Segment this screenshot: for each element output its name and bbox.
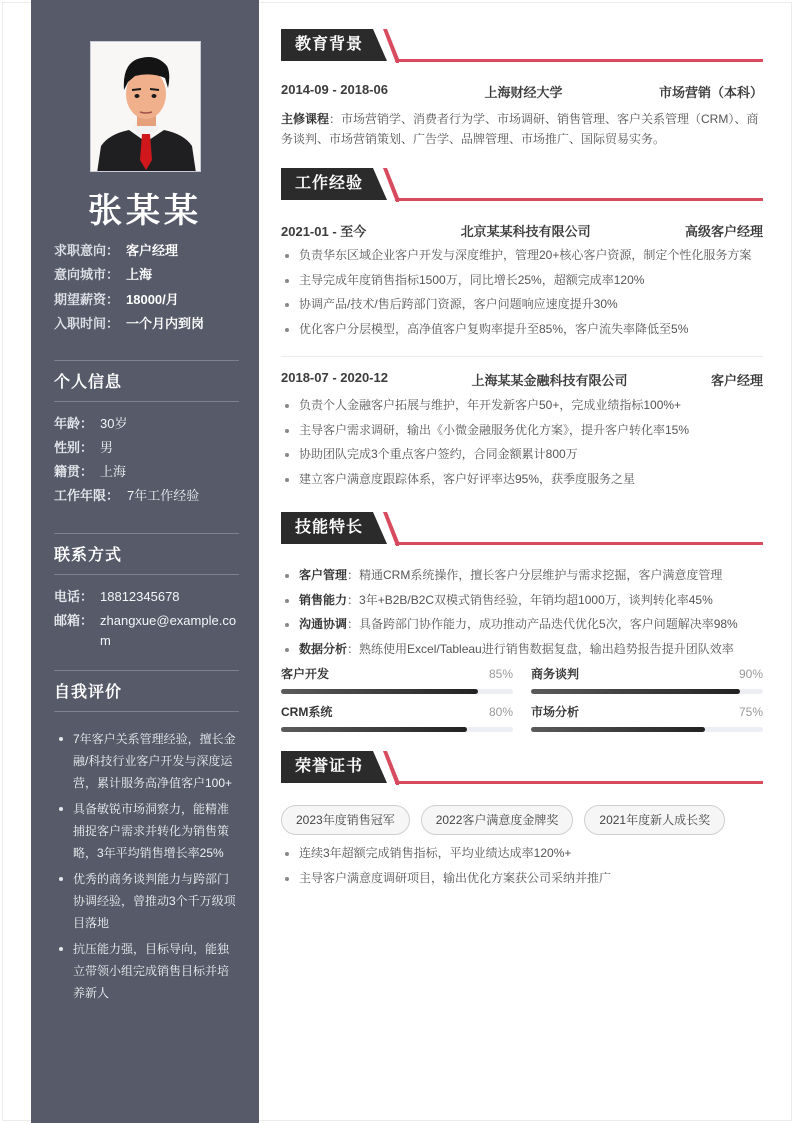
- list-item: 主导完成年度销售指标1500万，同比增长25%，超额完成率120%: [281, 268, 763, 293]
- list-item: 优秀的商务谈判能力与跨部门协调经验，曾推动3个千万级项目落地: [54, 868, 239, 934]
- progress-track: [281, 689, 513, 694]
- education-header: [281, 29, 763, 63]
- progress-fill: [281, 727, 467, 732]
- info-value: 30岁: [100, 416, 128, 431]
- honor-pill: 2022客户满意度金牌奖: [421, 805, 574, 835]
- education-row: [281, 82, 763, 101]
- sidebar: [31, 0, 259, 1123]
- list-item: [281, 612, 763, 637]
- honor-pill: 2023年度销售冠军: [281, 805, 410, 835]
- skill-text: ：3年+B2B/B2C双模式销售经验，年销均超1000万，谈判转化率45%: [347, 592, 713, 607]
- phone-number[interactable]: 18812345678: [100, 589, 180, 604]
- company-name: 上海某某金融科技有限公司: [471, 373, 628, 388]
- avatar: [90, 41, 201, 172]
- list-item: 优化客户分层模型，高净值客户复购率提升至85%，客户流失率降低至5%: [281, 317, 763, 342]
- intent-value: 一个月内到岗: [126, 316, 205, 332]
- job-role: 客户经理: [710, 373, 763, 388]
- email-address[interactable]: zhangxue@example.com: [100, 613, 237, 648]
- skill-label: 销售能力: [299, 592, 348, 607]
- progress-fill: [281, 689, 478, 694]
- list-item: 负责个人金融客户拓展与维护，年开发新客户50+，完成业绩指标100%+: [281, 393, 763, 418]
- skill-label: 沟通协调: [299, 617, 348, 631]
- info-label: 年龄：: [54, 416, 94, 431]
- list-item: 具备敏锐市场洞察力，能精准捕捉客户需求并转化为销售策略，3年平均销售增长率25%: [54, 798, 239, 864]
- job-period: 2021-01 - 至今: [281, 224, 367, 239]
- courses-label: 主修课程: [281, 112, 330, 126]
- honor-pill: 2021年度新人成长奖: [584, 805, 725, 835]
- info-gender: [54, 438, 239, 458]
- list-item: 主导客户满意度调研项目，输出优化方案获公司采纳并推广: [281, 866, 763, 891]
- header-accent-line: [395, 198, 763, 201]
- list-item: 负责华东区域企业客户开发与深度维护，管理20+核心客户资源，制定个性化服务方案: [281, 243, 763, 268]
- list-item: [281, 588, 763, 613]
- school-name: 上海财经大学: [484, 85, 563, 100]
- honor-bullets: [281, 841, 763, 890]
- divider: [54, 401, 239, 402]
- major: 市场营销（本科）: [658, 85, 763, 100]
- intent-row-start: [54, 311, 244, 336]
- section-title: 个人信息: [54, 374, 123, 391]
- skill-percent: 85%: [488, 667, 513, 681]
- skill-name: 市场分析: [531, 705, 580, 719]
- skills-list: [281, 563, 763, 661]
- divider: [54, 711, 239, 712]
- info-hometown: [54, 462, 239, 482]
- info-value: 男: [100, 440, 114, 455]
- skill-text: ：精通CRM系统操作，擅长客户分层维护与需求挖掘，客户满意度管理: [347, 568, 723, 582]
- company-name: 北京某某科技有限公司: [460, 224, 591, 239]
- list-item: [281, 637, 763, 662]
- work-header: [281, 168, 763, 202]
- job-period: 2018-07 - 2020-12: [281, 370, 388, 385]
- skill-percent: 90%: [738, 667, 763, 681]
- section-title: 工作经验: [295, 175, 364, 192]
- skills-header: [281, 512, 763, 546]
- intent-label: 求职意向：: [54, 242, 120, 258]
- avatar-illustration-icon: [91, 42, 201, 172]
- contact-email: [54, 611, 239, 651]
- progress-track: [281, 727, 513, 732]
- candidate-name: 张某某: [88, 192, 202, 230]
- job-bullets: [281, 393, 763, 491]
- list-item: 协助团队完成3个重点客户签约，合同金额累计800万: [281, 442, 763, 467]
- contact-label: 电话：: [54, 589, 94, 604]
- section-title: 技能特长: [295, 519, 364, 536]
- list-item: [281, 563, 763, 588]
- skill-bar-crm: [281, 704, 513, 732]
- skill-name: CRM系统: [281, 705, 333, 719]
- section-title: 联系方式: [54, 547, 123, 564]
- self-evaluation-list: [54, 728, 239, 1004]
- info-label: 性别：: [54, 440, 94, 455]
- info-label: 籍贯：: [54, 464, 94, 479]
- job-intent-list: [54, 237, 244, 335]
- list-item: 协调产品/技术/售后跨部门资源，客户问题响应速度提升30%: [281, 292, 763, 317]
- skill-bar-negotiation: [531, 666, 763, 694]
- skill-bar-market-analysis: [531, 704, 763, 732]
- info-age: [54, 414, 239, 434]
- progress-fill: [531, 689, 740, 694]
- job-role: 高级客户经理: [684, 224, 763, 239]
- skill-text: ：熟练使用Excel/Tableau进行销售数据复盘，输出趋势报告提升团队效率: [347, 641, 734, 656]
- courses: [281, 109, 763, 149]
- divider: [281, 356, 763, 357]
- section-title: 荣誉证书: [295, 758, 364, 775]
- education-period: 2014-09 - 2018-06: [281, 82, 388, 97]
- honors-header: [281, 751, 763, 785]
- personal-info-section: [54, 360, 239, 510]
- self-evaluation-section: [54, 670, 239, 1008]
- list-item: 7年客户关系管理经验，擅长金融/科技行业客户开发与深度运营，累计服务高净值客户100+: [54, 728, 239, 794]
- job-bullets: [281, 243, 763, 341]
- list-item: 连续3年超额完成销售指标，平均业绩达成率120%+: [281, 841, 763, 866]
- intent-row-position: [54, 237, 244, 262]
- header-accent-line: [395, 59, 763, 62]
- intent-label: 意向城市：: [54, 267, 120, 283]
- skill-label: 客户管理: [299, 568, 348, 582]
- skill-name: 客户开发: [281, 667, 330, 681]
- list-item: 抗压能力强，目标导向，能独立带领小组完成销售目标并培养新人: [54, 938, 239, 1004]
- contact-section: [54, 533, 239, 655]
- progress-track: [531, 727, 763, 732]
- intent-label: 入职时间：: [54, 316, 120, 332]
- skill-percent: 75%: [738, 705, 763, 719]
- divider: [54, 574, 239, 575]
- intent-label: 期望薪资：: [54, 291, 120, 307]
- header-accent-line: [395, 542, 763, 545]
- job-row: [281, 370, 763, 389]
- job-row: [281, 221, 763, 240]
- intent-value: 18000/月: [126, 291, 179, 307]
- skill-label: 数据分析: [299, 641, 348, 656]
- courses-text: ：市场营销学、消费者行为学、市场调研、销售管理、客户关系管理（CRM）、商务谈判、市场营销策划、广告学、品牌管理、市场推广、国际贸易实务。: [281, 112, 759, 146]
- list-item: 主导客户需求调研，输出《小微金融服务优化方案》，提升客户转化率15%: [281, 418, 763, 443]
- info-value: 上海: [100, 464, 127, 479]
- contact-phone: [54, 587, 239, 607]
- header-accent-line: [395, 781, 763, 784]
- skill-percent: 80%: [488, 705, 513, 719]
- skill-bars: [281, 666, 763, 732]
- intent-value: 上海: [126, 267, 153, 283]
- honor-pills: [281, 805, 725, 835]
- intent-value: 客户经理: [126, 242, 179, 258]
- info-value: 7年工作经验: [127, 488, 200, 503]
- intent-row-city: [54, 262, 244, 287]
- list-item: 建立客户满意度跟踪体系，客户好评率达95%，获季度服务之星: [281, 467, 763, 492]
- skill-name: 商务谈判: [531, 667, 580, 681]
- skill-text: ：具备跨部门协作能力，成功推动产品迭代优化5次，客户问题解决率98%: [347, 617, 738, 631]
- section-title: 教育背景: [295, 36, 364, 53]
- section-title: 自我评价: [54, 684, 123, 701]
- info-experience: [54, 486, 239, 506]
- progress-fill: [531, 727, 705, 732]
- skill-bar-client-development: [281, 666, 513, 694]
- intent-row-salary: [54, 286, 244, 311]
- info-label: 工作年限：: [54, 488, 120, 503]
- progress-track: [531, 689, 763, 694]
- contact-label: 邮箱：: [54, 613, 94, 628]
